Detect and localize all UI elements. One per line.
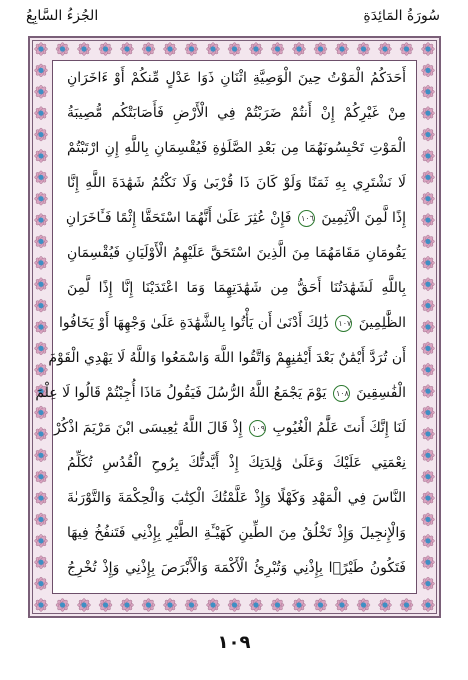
rosette-ornament xyxy=(422,278,435,291)
rosette-ornament xyxy=(35,470,48,483)
text-panel xyxy=(35,60,417,594)
verse-line xyxy=(67,275,406,301)
rosette-ornament xyxy=(35,278,48,291)
rosette-ornament xyxy=(35,577,48,590)
verse-text: يَوْمَ يَجْمَعُ اللَّهُ الرُّسُلَ فَيَقُولُ مَاذَا أُجِبْتُمْ قَالُوا لَا عِلْمَ xyxy=(35,385,327,401)
rosette-ornament xyxy=(422,599,435,612)
rosette-ornament xyxy=(357,43,370,56)
rosette-ornament xyxy=(422,556,435,569)
rosette-ornament xyxy=(422,43,435,56)
rosette-ornament xyxy=(422,385,435,398)
verse-text: بِاللَّهِ لَشَهَٰدَتُنَا أَحَقُّ مِن شَهَٰدَتِهِمَا وَمَا اعْتَدَيْنَا إِنَّا إِذًا لَّمِنَ xyxy=(67,280,406,296)
verse-line xyxy=(67,520,406,546)
rosette-ornament xyxy=(422,534,435,547)
rosette-ornament xyxy=(99,43,112,56)
verse-text: الْمَوْتِ تَحْبِسُونَهُمَا مِن بَعْدِ الصَّلَوٰةِ فَيُقْسِمَانِ بِاللَّهِ إِنِ ارْتَبْتُمْ xyxy=(67,140,406,156)
rosette-ornament xyxy=(56,43,69,56)
rosette-ornament xyxy=(422,107,435,120)
ornamental-page-frame xyxy=(28,36,441,618)
rosette-ornament xyxy=(78,43,91,56)
rosette-ornament xyxy=(185,43,198,56)
verse-line xyxy=(67,100,406,126)
verse-text: لَا نَشْتَرِي بِهِ ثَمَنًا وَلَوْ كَانَ ذَا قُرْبَىٰ وَلَا نَكْتُمُ شَهَٰدَةَ اللَّهِ إِنَّا xyxy=(67,175,406,191)
rosette-ornament xyxy=(422,299,435,312)
rosette-ornament xyxy=(293,599,306,612)
rosette-ornament xyxy=(357,599,370,612)
rosette-ornament xyxy=(293,43,306,56)
rosette-ornament xyxy=(271,599,284,612)
verse-line xyxy=(67,555,406,581)
verse-text: فَتَكُونُ طَيْرًۢا بِإِذْنِي وَتُبْرِئُ الْأَكْمَهَ وَالْأَبْرَصَ بِإِذْنِي وَإِذْ تُخْرِجُ xyxy=(67,560,406,576)
rosette-ornament xyxy=(422,470,435,483)
verse-line xyxy=(67,170,406,196)
ayah-number-marker: ١٠٦ xyxy=(298,210,315,227)
verse-line xyxy=(67,240,406,266)
rosette-ornament xyxy=(400,43,413,56)
rosette-ornament xyxy=(35,256,48,269)
juz-name-header: الجُزءُ السَّابِعُ xyxy=(26,8,99,24)
rosette-ornament xyxy=(422,492,435,505)
rosette-ornament xyxy=(207,599,220,612)
rosette-ornament xyxy=(422,321,435,334)
rosette-ornament xyxy=(35,235,48,248)
surah-name-header: سُورَةُ المَائِدَةِ xyxy=(363,8,440,24)
verse-text: أَن تُرَدَّ أَيْمَٰنٌ بَعْدَ أَيْمَٰنِهِمْ وَاتَّقُوا اللَّهَ وَاسْمَعُوا وَاللَّهُ لَا يَهْدِي الْقَوْمَ xyxy=(48,350,406,366)
rosette-ornament xyxy=(422,128,435,141)
verse-line xyxy=(67,485,406,511)
verse-line xyxy=(35,380,406,406)
rosette-ornament xyxy=(250,599,263,612)
rosette-ornament xyxy=(121,599,134,612)
verse-text: فَإِنْ عُثِرَ عَلَىٰ أَنَّهُمَا اسْتَحَقَّا إِثْمًا فَـَٔاخَرَانِ xyxy=(65,210,292,226)
rosette-ornament xyxy=(422,513,435,526)
rosette-ornament xyxy=(35,192,48,205)
rosette-ornament xyxy=(422,363,435,376)
rosette-ornament xyxy=(35,43,48,56)
verse-text: إِذْ قَالَ اللَّهُ يَٰعِيسَى ابْنَ مَرْيَمَ اذْكُرْ xyxy=(53,420,243,436)
rosette-ornament xyxy=(142,599,155,612)
ayah-number-marker: ١٠٩ xyxy=(249,420,266,437)
rosette-ornament xyxy=(121,43,134,56)
rosette-ornament xyxy=(422,214,435,227)
rosette-ornament xyxy=(422,342,435,355)
rosette-ornament xyxy=(379,599,392,612)
rosette-ornament xyxy=(35,342,48,355)
verse-text: إِذًا لَّمِنَ الْآثِمِينَ xyxy=(321,210,406,226)
rosette-ornament xyxy=(164,43,177,56)
rosette-ornament xyxy=(164,599,177,612)
rosette-ornament xyxy=(35,171,48,184)
verse-text: مِنْ غَيْرِكُمْ إِنْ أَنتُمْ ضَرَبْتُمْ فِي الْأَرْضِ فَأَصَابَتْكُم مُّصِيبَةُ xyxy=(67,105,406,121)
rosette-ornament xyxy=(207,43,220,56)
rosette-ornament xyxy=(56,599,69,612)
rosette-ornament xyxy=(35,107,48,120)
rosette-ornament xyxy=(35,214,48,227)
verse-text: أَحَدَكُمُ الْمَوْتُ حِينَ الْوَصِيَّةِ اثْنَانِ ذَوَا عَدْلٍ مِّنكُمْ أَوْ ءَاخَرَانِ xyxy=(67,70,406,86)
rosette-ornament xyxy=(35,449,48,462)
rosette-ornament xyxy=(422,577,435,590)
verse-text: الْفَٰسِقِينَ xyxy=(356,385,406,401)
page-number: ١٠٩ xyxy=(217,632,251,653)
verse-text: النَّاسَ فِي الْمَهْدِ وَكَهْلًا وَإِذْ عَلَّمْتُكَ الْكِتَٰبَ وَالْحِكْمَةَ وَالتَّوْرَىٰةَ xyxy=(67,490,406,506)
verse-text: يَقُومَانِ مَقَامَهُمَا مِنَ الَّذِينَ اسْتَحَقَّ عَلَيْهِمُ الْأَوْلَيَانِ فَيُقْسِمَانِ xyxy=(67,245,406,261)
rosette-ornament xyxy=(422,64,435,77)
rosette-ornament xyxy=(228,43,241,56)
rosette-ornament xyxy=(35,128,48,141)
rosette-ornament xyxy=(422,427,435,440)
rosette-ornament xyxy=(228,599,241,612)
verse-text: وَالْإِنجِيلَ وَإِذْ تَخْلُقُ مِنَ الطِّينِ كَهَيْـَٔةِ الطَّيْرِ بِإِذْنِي فَتَنفُخُ فِيهَا xyxy=(67,525,406,541)
verse-text: ذَٰلِكَ أَدْنَىٰ أَن يَأْتُوا بِالشَّهَٰدَةِ عَلَىٰ وَجْهِهَا أَوْ يَخَافُوا xyxy=(58,315,329,331)
rosette-ornament xyxy=(35,599,48,612)
rosette-ornament xyxy=(422,171,435,184)
rosette-ornament xyxy=(35,406,48,419)
rosette-ornament xyxy=(99,599,112,612)
rosette-ornament xyxy=(314,43,327,56)
rosette-ornament xyxy=(379,43,392,56)
rosette-ornament xyxy=(185,599,198,612)
verse-line xyxy=(48,345,406,371)
verse-line xyxy=(67,450,406,476)
rosette-ornament xyxy=(35,427,48,440)
rosette-ornament xyxy=(271,43,284,56)
verse-text: نِعْمَتِي عَلَيْكَ وَعَلَىٰ وَٰلِدَتِكَ إِذْ أَيَّدتُّكَ بِرُوحِ الْقُدُسِ تُكَلِّمُ xyxy=(67,455,406,471)
verse-text: الظَّٰلِمِينَ xyxy=(358,315,406,331)
rosette-ornament xyxy=(35,513,48,526)
rosette-ornament xyxy=(35,534,48,547)
rosette-ornament xyxy=(35,149,48,162)
rosette-ornament xyxy=(422,256,435,269)
rosette-ornament xyxy=(422,192,435,205)
rosette-ornament xyxy=(422,406,435,419)
rosette-ornament xyxy=(422,449,435,462)
rosette-ornament xyxy=(422,149,435,162)
rosette-ornament xyxy=(35,85,48,98)
verse-text: لَنَا إِنَّكَ أَنتَ عَلَّٰمُ الْغُيُوبِ xyxy=(272,420,406,436)
verse-line xyxy=(53,415,406,441)
rosette-ornament xyxy=(35,492,48,505)
verse-line xyxy=(67,135,406,161)
rosette-ornament xyxy=(422,235,435,248)
ayah-number-marker: ١٠٨ xyxy=(333,385,350,402)
rosette-ornament xyxy=(336,43,349,56)
rosette-ornament xyxy=(400,599,413,612)
rosette-ornament xyxy=(35,64,48,77)
verse-line xyxy=(58,310,406,336)
rosette-ornament xyxy=(35,299,48,312)
ayah-number-marker: ١٠٧ xyxy=(335,315,352,332)
rosette-ornament xyxy=(35,363,48,376)
rosette-ornament xyxy=(250,43,263,56)
verse-line xyxy=(67,65,406,91)
rosette-ornament xyxy=(78,599,91,612)
rosette-ornament xyxy=(142,43,155,56)
verse-line xyxy=(67,205,406,231)
rosette-ornament xyxy=(35,321,48,334)
rosette-ornament xyxy=(422,85,435,98)
rosette-ornament xyxy=(336,599,349,612)
rosette-ornament xyxy=(314,599,327,612)
rosette-ornament xyxy=(35,556,48,569)
